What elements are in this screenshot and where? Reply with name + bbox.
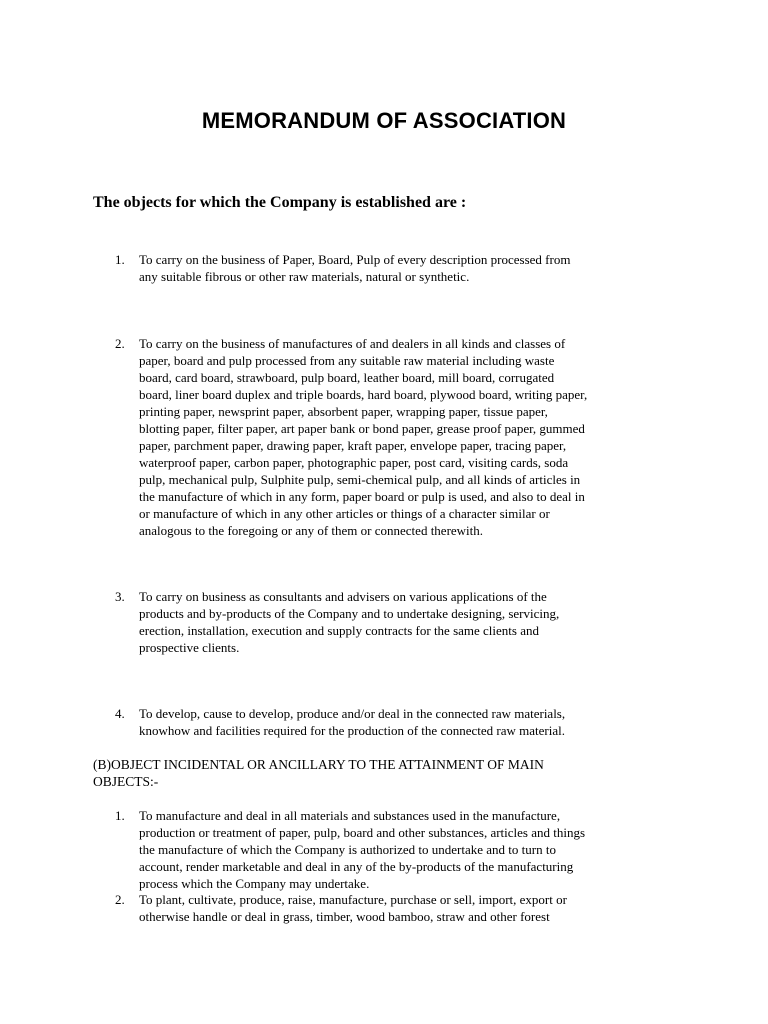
item-text: To manufacture and deal in all materials and substances used in the manufacture, production or treatment of paper, pulp, board and other substances, articles and things the manufacture of which the Company is authorized to undertake and to turn to account, render marketable and deal in any of the by-products of the manufacturing process which the Company may undertake. [139, 808, 586, 891]
main-object-item [115, 335, 655, 539]
item-number: 1. [115, 808, 125, 823]
item-text: To carry on business as consultants and advisers on various applications of the products and by-products of the Company and to undertake designing, servicing, erection, installation, execution and supply contracts for the same clients and prospective clients. [139, 589, 560, 655]
item-number: 1. [115, 252, 125, 267]
item-number: 4. [115, 706, 125, 721]
main-object-item [115, 705, 655, 739]
item-text: To carry on the business of Paper, Board, Pulp of every description processed from any suitable fibrous or other raw materials, natural or synthetic. [139, 252, 571, 284]
item-number: 3. [115, 589, 125, 604]
section-b-heading: (B)OBJECT INCIDENTAL OR ANCILLARY TO THE ATTAINMENT OF MAIN OBJECTS:- [93, 757, 544, 789]
item-text: To plant, cultivate, produce, raise, manufacture, purchase or sell, import, export or otherwise handle or deal in grass, timber, wood bamboo, straw and other forest [139, 892, 567, 924]
objects-intro: The objects for which the Company is established are : [93, 194, 467, 211]
ancillary-object-item [115, 807, 655, 892]
item-number: 2. [115, 892, 125, 907]
item-text: To develop, cause to develop, produce and/or deal in the connected raw materials, knowhow and facilities required for the production of the connected raw material. [139, 706, 566, 738]
item-number: 2. [115, 336, 125, 351]
main-object-item [115, 588, 655, 656]
document-title: MEMORANDUM OF ASSOCIATION [201, 108, 567, 133]
ancillary-object-item [115, 891, 655, 925]
main-object-item [115, 251, 655, 285]
item-text: To carry on the business of manufactures of and dealers in all kinds and classes of paper, board and pulp processed from any suitable raw material including waste board, card board, strawboard, pulp board, leather board, mill board, corrugated board, liner board duplex and triple boards, hard board, plywood board, writing paper, printing paper, newsprint paper, absorbent paper, wrapping paper, tissue paper, blotting paper, filter paper, art paper bank or bond paper, grease proof paper, gummed paper, parchment paper, drawing paper, kraft paper, envelope paper, tracing paper, waterproof paper, carbon paper, photographic paper, post card, visiting cards, soda pulp, mechanical pulp, Sulphite pulp, semi-chemical pulp, and all kinds of articles in the manufacture of which in any form, paper board or pulp is used, and also to deal in or manufacture of which in any other articles or things of a character similar or analogous to the foregoing or any of them or connected therewith. [139, 336, 588, 538]
